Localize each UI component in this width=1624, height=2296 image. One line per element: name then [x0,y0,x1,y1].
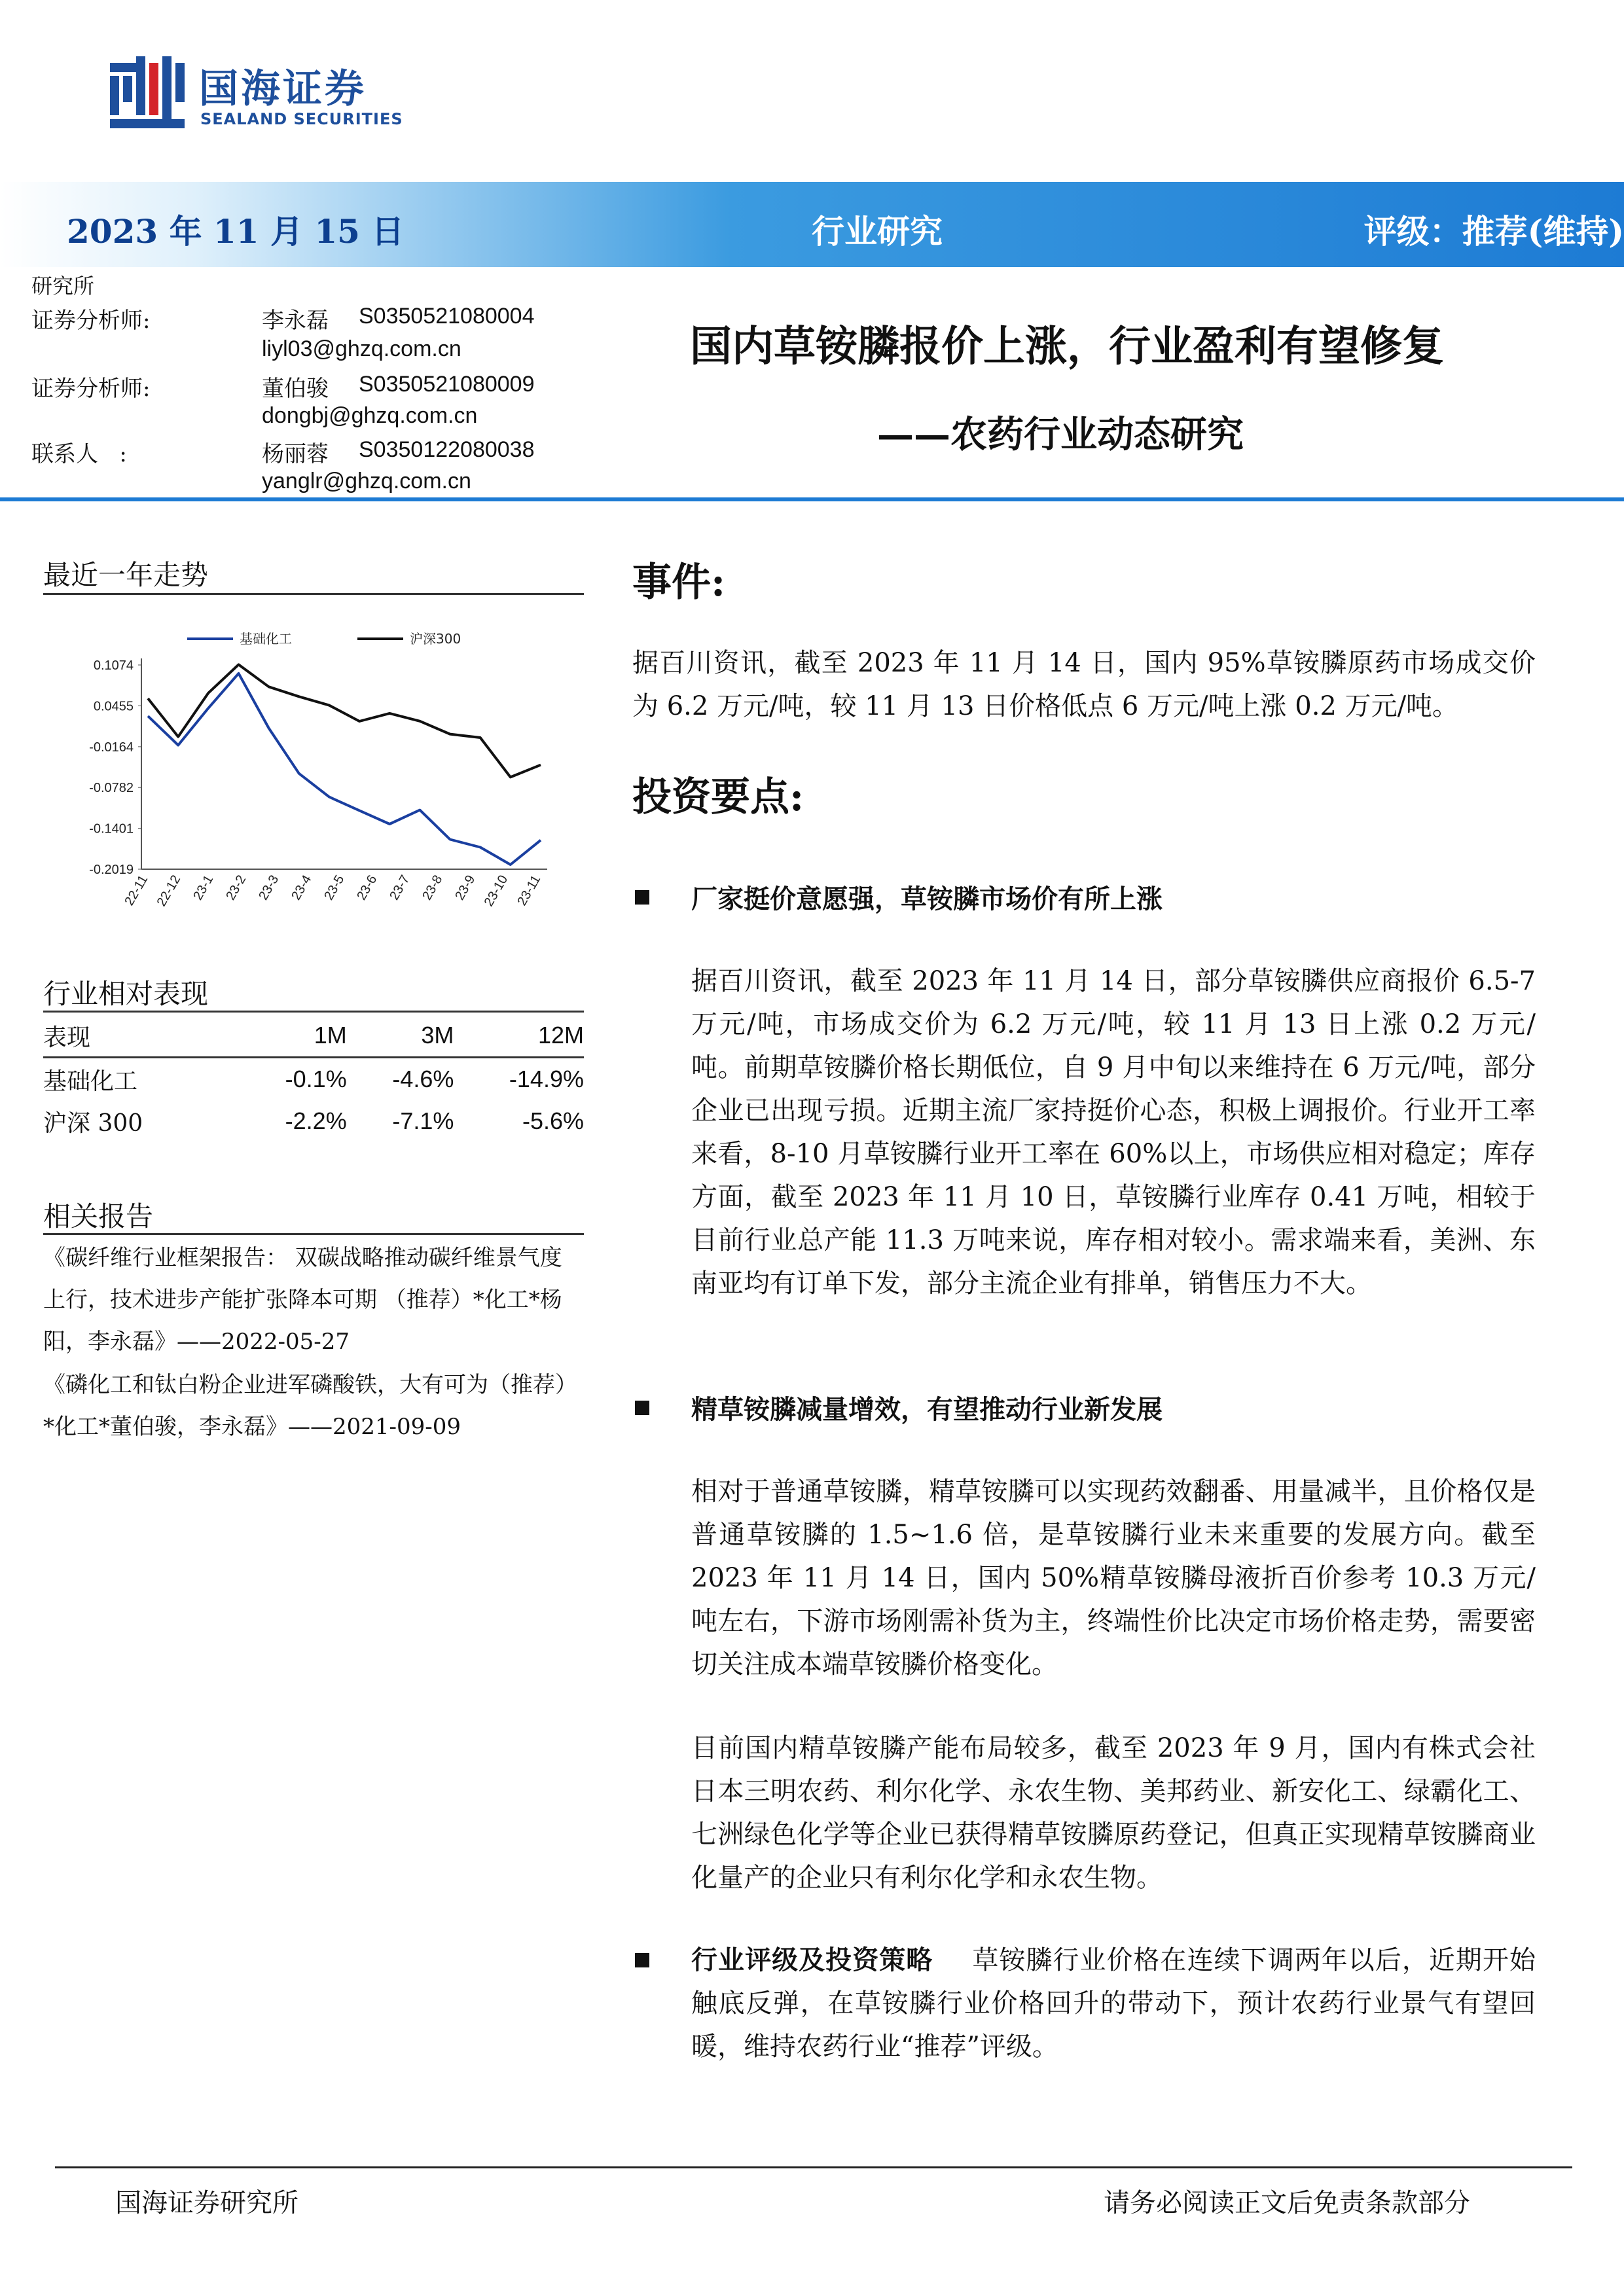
bullet-square-icon [635,1401,649,1415]
table-header-cell: 12M [454,1014,584,1058]
report-subtitle: ——农药行业动态研究 [877,413,1244,456]
bullet-text: 据百川资讯，截至 2023 年 11 月 14 日，部分草铵膦供应商报价 6.5-7 万元/吨，市场成交价为 6.2 万元/吨，较 11 月 13 日上涨 0.2 万元/吨。前期草铵膦价格长期低位，自 9 月中旬以来维持在 6 万元/吨，部分企业已出现亏损。近期主流厂家持挺价心态，积极上调报价。行业开工率来看，8-10 月草铵膦行业开工率在 60%以上，市场供应相对稳定；库存方面，截至 2023 年 11 月 10 日，草铵膦行业库存 0.41 万吨，相较于目前行业总产能 11.3 万吨来说，库存相对较小。需求端来看，美洲、东南亚均有订单下发，部分主流企业有排单，销售压力不大。 [691,966,1536,1299]
y-tick-label: 0.1074 [93,658,134,673]
plot-area [148,664,541,865]
analyst-name: 董伯骏 [262,376,329,402]
table-header-row [43,1014,584,1058]
report-title: 国内草铵膦报价上涨，行业盈利有望修复 [690,322,1444,371]
table-row [43,1100,584,1142]
performance-divider [43,1011,584,1013]
sealand-logo-mark-icon [110,56,187,134]
report-rating: 评级：推荐(维持) [1363,212,1624,251]
related-divider [43,1233,584,1235]
legend-label: 基础化工 [240,631,292,647]
table-header-cell: 3M [347,1014,454,1058]
bullet-square-icon [635,890,649,905]
trend-chart [43,613,584,953]
series-line [148,664,541,777]
x-tick-label: 23-4 [289,872,315,903]
brand-name-cn: 国海证券 [199,66,367,112]
related-heading: 相关报告 [43,1200,154,1232]
x-tick-label: 23-8 [420,872,446,903]
title-divider [0,497,1624,501]
related-report-item[interactable]: 《磷化工和钛白粉企业进军磷酸铁，大有可为（推荐）*化工*董伯骏，李永磊》——2021-09-09 [43,1372,577,1440]
bullet-title: 行业评级及投资策略 [691,1945,933,1975]
contact-email[interactable]: yanglr@ghzq.com.cn [262,469,471,493]
report-type: 行业研究 [812,212,943,251]
analyst-id: S0350521080004 [359,304,535,329]
analyst-id: S0350521080009 [359,372,535,397]
x-tick-label: 23-9 [452,872,478,903]
x-tick-label: 23-11 [514,872,544,908]
table-row [43,1058,584,1101]
analyst-role: 证券分析师: [31,308,151,334]
x-tick-label: 22-11 [122,872,151,908]
performance-heading: 行业相对表现 [43,978,209,1010]
footer-divider [55,2166,1572,2168]
bullet-title: 精草铵膦减量增效，有望推动行业新发展 [691,1394,1163,1425]
x-tick-label: 23-2 [223,872,249,903]
y-tick-label: -0.0782 [89,781,134,796]
x-tick-label: 23-1 [190,872,217,903]
report-date: 2023 年 11 月 15 日 [67,212,405,251]
bullet-text: 草铵膦行业价格在连续下调两年以后，近期开始触底反弹，在草铵膦行业价格回升的带动下，预计农药行业景气有望回暖，维持农药行业“推荐”评级。 [691,1945,1536,2062]
x-tick-label: 23-10 [481,872,511,909]
footer-source: 国海证券研究所 [115,2188,298,2218]
chart-legend [187,631,461,647]
table-cell: -5.6% [522,1107,584,1134]
y-tick-label: -0.1401 [89,821,134,836]
y-tick-label: -0.0164 [89,740,134,755]
analyst-role: 证券分析师: [31,376,151,402]
bullet-text: 目前国内精草铵膦产能布局较多，截至 2023 年 9 月，国内有株式会社日本三明农药、利尔化学、永农生物、美邦药业、新安化工、绿霸化工、七洲绿色化学等企业已获得精草铵膦原药登记，但真正实现精草铵膦商业化量产的企业只有利尔化学和永农生物。 [691,1733,1536,1893]
related-report-item[interactable]: 《碳纤维行业框架报告： 双碳战略推动碳纤维景气度上行，技术进步产能扩张降本可期 （推荐）*化工*杨阳，李永磊》——2022-05-27 [43,1245,562,1355]
trend-heading: 最近一年走势 [43,559,209,591]
trend-divider [43,593,584,595]
contact-id: S0350122080038 [359,437,535,462]
series-line [148,673,541,865]
x-axis [122,869,547,909]
bullet-square-icon [635,1953,649,1967]
analyst-email[interactable]: dongbj@ghzq.com.cn [262,403,478,428]
brand-logo [110,56,477,141]
brand-name-en: SEALAND SECURITIES [200,110,403,128]
table-cell: -7.1% [392,1107,454,1134]
table-cell: 基础化工 [43,1067,138,1095]
contact-role: 联系人 : [31,441,127,467]
table-header-cell: 表现 [43,1014,240,1058]
bullet-title: 厂家挺价意愿强，草铵膦市场价有所上涨 [691,884,1163,914]
table-cell: -14.9% [509,1066,584,1092]
x-tick-label: 23-6 [354,872,380,903]
legend-label: 沪深300 [410,631,461,647]
points-heading: 投资要点: [632,774,804,820]
research-dept-label: 研究所 [31,274,95,298]
contact-name: 杨丽蓉 [262,441,329,467]
event-text: 据百川资讯，截至 2023 年 11 月 14 日，国内 95%草铵膦原药市场成交价为 6.2 万元/吨，较 11 月 13 日价格低点 6 万元/吨上涨 0.2 万元/吨。 [632,648,1536,721]
y-tick-label: -0.2019 [89,863,134,877]
y-axis [89,658,141,877]
y-tick-label: 0.0455 [93,699,134,714]
table-cell: -0.1% [285,1066,347,1092]
table-cell: -2.2% [285,1107,347,1134]
x-tick-label: 23-7 [387,872,413,903]
table-cell: -4.6% [392,1066,454,1092]
table-cell: 沪深 300 [43,1109,143,1137]
x-tick-label: 23-5 [321,872,348,903]
performance-table [43,1014,584,1142]
event-heading: 事件: [632,560,726,605]
analyst-email[interactable]: liyl03@ghzq.com.cn [262,336,461,361]
bullet-text: 相对于普通草铵膦，精草铵膦可以实现药效翻番、用量减半，且价格仅是普通草铵膦的 1.5~1.6 倍，是草铵膦行业未来重要的发展方向。截至 2023 年 11 月 14 日，国内 50%精草铵膦母液折百价参考 10.3 万元/吨左右，下游市场刚需补货为主，终端性价比决定市场价格走势，需要密切关注成本端草铵膦价格变化。 [691,1477,1536,1679]
table-header-cell: 1M [240,1014,347,1058]
bullet-paragraph [691,1939,1536,2068]
x-tick-label: 23-3 [256,872,282,903]
footer-disclaimer[interactable]: 请务必阅读正文后免责条款部分 [1104,2188,1470,2218]
x-tick-label: 22-12 [154,872,184,909]
analyst-name: 李永磊 [262,308,329,334]
